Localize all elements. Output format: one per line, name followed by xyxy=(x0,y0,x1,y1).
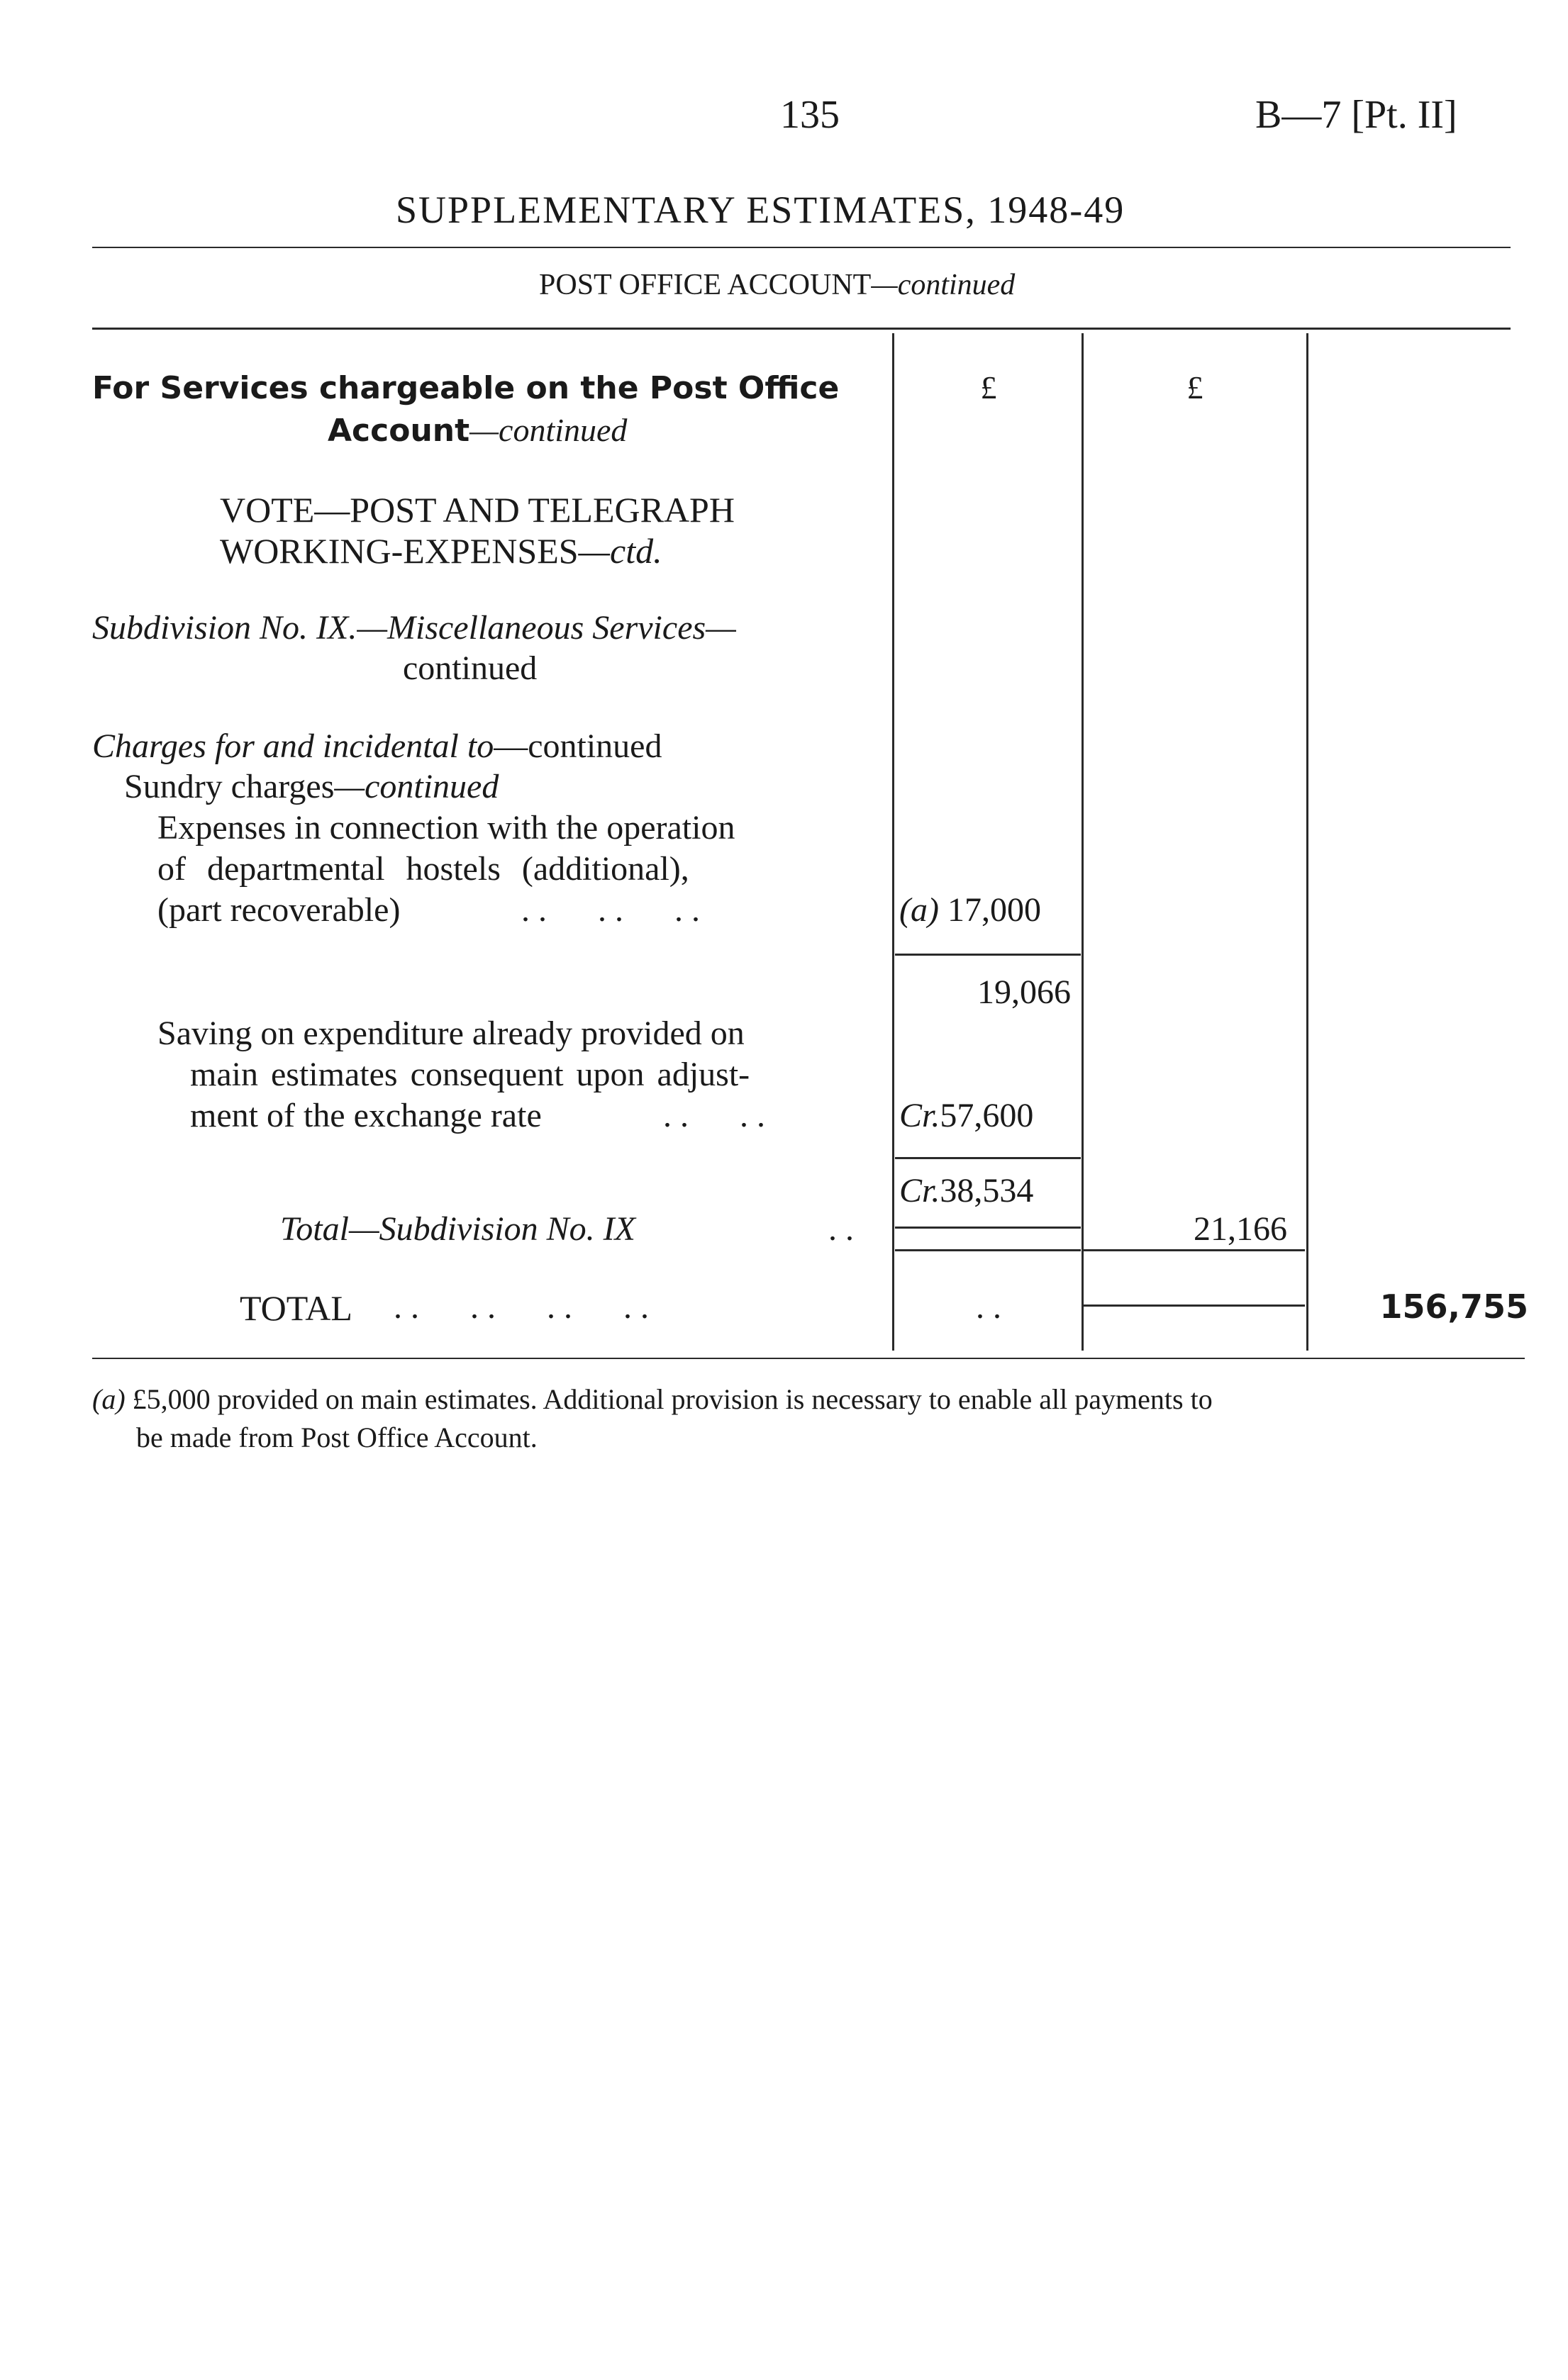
subdivision-heading: Subdivision No. IX.—Miscellaneous Services— xyxy=(92,609,736,647)
footnote-line1 xyxy=(92,1382,1213,1416)
net-amount: 38,534 xyxy=(940,1172,1034,1209)
expenses-line2: of departmental hostels (additional), xyxy=(157,850,689,888)
total-subdivision-label: Total—Subdivision No. IX xyxy=(280,1210,635,1248)
account-heading-main: POST OFFICE ACCOUNT xyxy=(539,269,872,301)
charges-continued: —continued xyxy=(494,727,662,765)
account-heading-suffix: —continued xyxy=(871,269,1016,301)
charges-label: Charges for and incidental to xyxy=(92,727,494,765)
header-divider-bottom xyxy=(92,328,1511,330)
header-divider-top xyxy=(92,247,1511,248)
total-rule-col2 xyxy=(1084,1249,1305,1251)
subtotal-amount: 19,066 xyxy=(977,973,1071,1011)
expenses-amount-cell xyxy=(899,890,1041,929)
vote-heading-line2 xyxy=(220,530,662,571)
subtotal-rule xyxy=(895,954,1081,956)
column-header-pounds-1: £ xyxy=(980,369,997,406)
total-dash-col2 xyxy=(1084,1304,1305,1307)
saving-line1: Saving on expenditure already provided on xyxy=(157,1015,745,1052)
page-reference: B—7 [Pt. II] xyxy=(1255,93,1457,137)
page-number: 135 xyxy=(780,93,840,137)
vote-heading-line1: VOTE—POST AND TELEGRAPH xyxy=(220,490,735,530)
table-bottom-rule xyxy=(92,1358,1525,1359)
sundry-line xyxy=(124,767,499,806)
total-subdivision-dots: . . xyxy=(828,1210,854,1248)
total-subdivision-amount: 21,166 xyxy=(1194,1210,1287,1248)
expenses-leader-dots: . . . . . . xyxy=(521,891,700,929)
saving-amount: 57,600 xyxy=(940,1097,1034,1134)
services-heading-line1: For Services chargeable on the Post Office xyxy=(92,370,840,406)
net-rule xyxy=(895,1157,1081,1159)
expenses-amount: 17,000 xyxy=(947,891,1041,929)
services-heading-line2 xyxy=(328,411,627,449)
services-heading-account: Account xyxy=(328,413,470,449)
saving-amount-cell xyxy=(899,1096,1033,1135)
charges-line xyxy=(92,727,662,766)
total-rule-col1 xyxy=(895,1249,1081,1251)
net-amount-cell xyxy=(899,1171,1033,1210)
footnote-text-1: £5,000 provided on main estimates. Additional provision is necessary to enable all payments to xyxy=(132,1383,1213,1415)
saving-line3: ment of the exchange rate xyxy=(190,1097,542,1134)
expenses-line1: Expenses in connection with the operation xyxy=(157,809,735,847)
sundry-continued: —continued xyxy=(334,768,499,805)
net-underline xyxy=(895,1227,1081,1229)
grand-total-amount: 156,755 xyxy=(1379,1287,1528,1326)
vote-heading-title: WORKING-EXPENSES xyxy=(220,531,579,571)
total-label: TOTAL xyxy=(240,1288,352,1328)
column-rule-3 xyxy=(1306,333,1308,1351)
sundry-label: Sundry charges xyxy=(124,768,335,805)
footnote-line2: be made from Post Office Account. xyxy=(136,1421,538,1453)
document-title: SUPPLEMENTARY ESTIMATES, 1948-49 xyxy=(396,189,1125,231)
column-rule-1 xyxy=(892,333,894,1351)
expenses-footnote-marker: (a) xyxy=(899,891,939,929)
column-header-pounds-2: £ xyxy=(1186,369,1203,406)
vote-heading-ctd: —ctd. xyxy=(578,531,662,571)
account-heading xyxy=(539,268,1015,302)
column-rule-2 xyxy=(1082,333,1084,1351)
total-leader-dots: . . . . . . . . xyxy=(394,1288,649,1326)
subdivision-continued: continued xyxy=(403,649,538,687)
total-dots-col1: . . xyxy=(976,1288,1001,1326)
saving-line2: main estimates consequent upon adjust- xyxy=(190,1056,750,1093)
net-credit-prefix: Cr. xyxy=(899,1172,940,1209)
expenses-line3: (part recoverable) xyxy=(157,891,401,929)
saving-leader-dots: . . . . xyxy=(663,1097,765,1134)
saving-credit-prefix: Cr. xyxy=(899,1097,940,1134)
footnote-marker: (a) xyxy=(92,1383,126,1415)
services-heading-continued: —continued xyxy=(469,412,628,448)
